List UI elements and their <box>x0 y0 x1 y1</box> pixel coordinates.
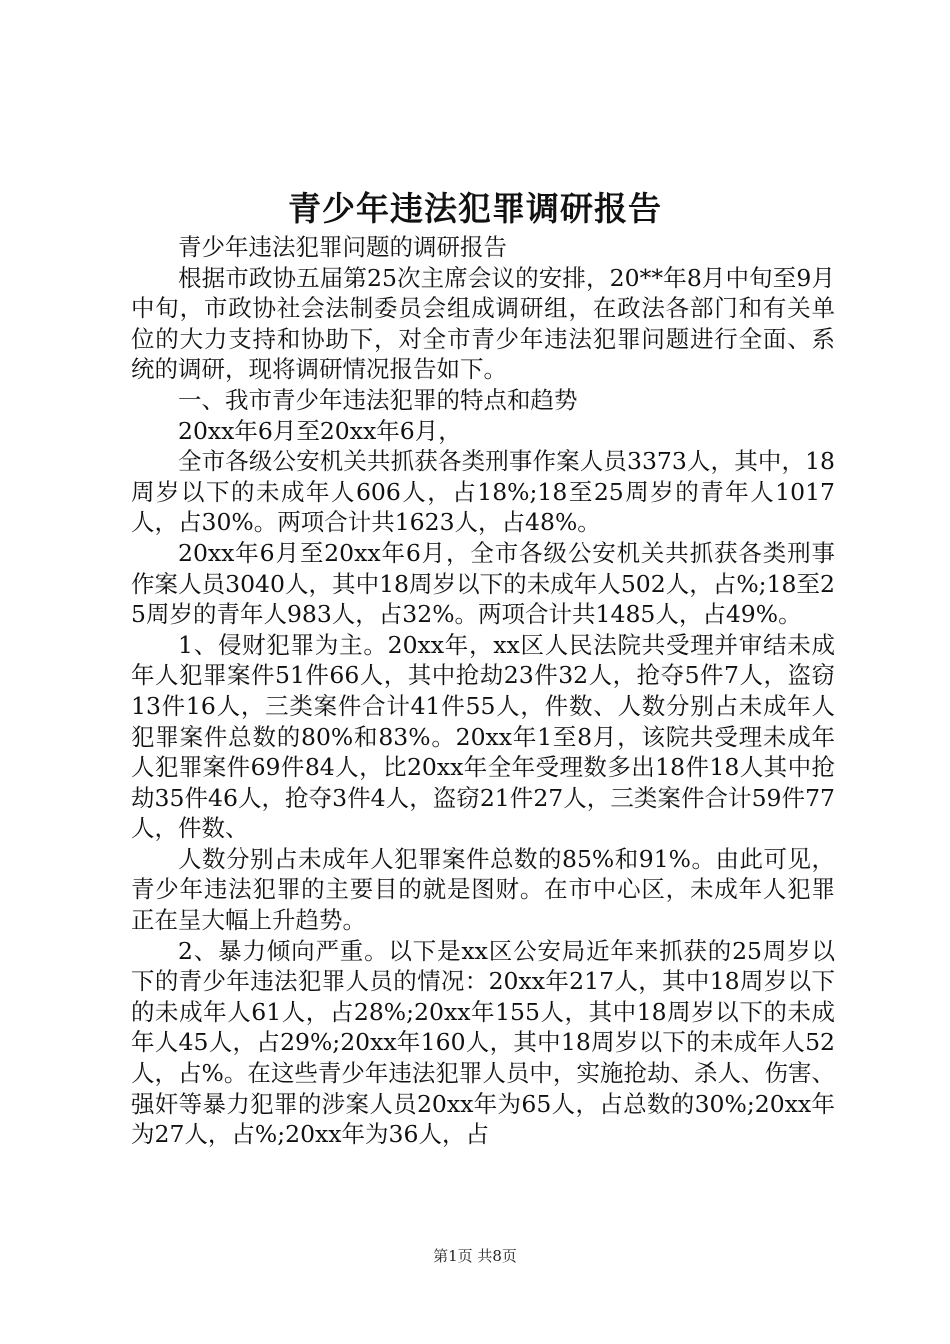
paragraph-point-1-cont: 人数分别占未成年人犯罪案件总数的85%和91%。由此可见，青少年违法犯罪的主要目的就是图财。在市中心区，未成年人犯罪正在呈大幅上升趋势。 <box>131 844 835 935</box>
document-body <box>131 232 835 1150</box>
paragraph-point-2: 2、暴力倾向严重。以下是xx区公安局近年来抓获的25周岁以下的青少年违法犯罪人员的情况：20xx年217人，其中18周岁以下的未成年人61人，占28%;20xx年155人，其中18周岁以下的未成年人45人，占29%;20xx年160人，其中18周岁以下的未成年人52人，占%。在这些青少年违法犯罪人员中，实施抢劫、杀人、伤害、强奸等暴力犯罪的涉案人员20xx年为65人，占总数的30%;20xx年为27人，占%;20xx年为36人，占 <box>131 936 835 1149</box>
document-title: 青少年违法犯罪调研报告 <box>288 189 662 228</box>
paragraph-stats-2: 20xx年6月至20xx年6月，全市各级公安机关共抓获各类刑事作案人员3040人，其中18周岁以下的未成年人502人，占%;18至25周岁的青年人983人，占32%。两项合计共1485人，占49%。 <box>131 538 835 629</box>
section-heading: 一、我市青少年违法犯罪的特点和趋势 <box>178 385 578 414</box>
paragraph-stats-1: 全市各级公安机关共抓获各类刑事作案人员3373人，其中，18周岁以下的未成年人606人，占18%;18至25周岁的青年人1017人，占30%。两项合计共1623人，占48%。 <box>131 447 835 537</box>
paragraph-period: 20xx年6月至20xx年6月， <box>178 416 462 445</box>
paragraph-subtitle: 青少年违法犯罪问题的调研报告 <box>178 233 507 261</box>
paragraph-intro: 根据市政协五届第25次主席会议的安排，20**年8月中旬至9月中旬，市政协社会法制委员会组成调研组，在政法各部门和有关单位的大力支持和协助下，对全市青少年违法犯罪问题进行全面、系统的调研，现将调研情况报告如下。 <box>131 263 835 384</box>
page-number: 第1页 共8页 <box>433 1247 517 1265</box>
paragraph-point-1: 1、侵财犯罪为主。20xx年，xx区人民法院共受理并审结未成年人犯罪案件51件66人，其中抢劫23件32人，抢夺5件7人，盗窃13件16人，三类案件合计41件55人，件数、人数分别占未成年人犯罪案件总数的80%和83%。20xx年1至8月，该院共受理未成年人犯罪案件69件84人，比20xx年全年受理数多出18件18人其中抢劫35件46人，抢夺3件4人，盗窃21件27人，三类案件合计59件77人，件数、 <box>131 630 835 843</box>
